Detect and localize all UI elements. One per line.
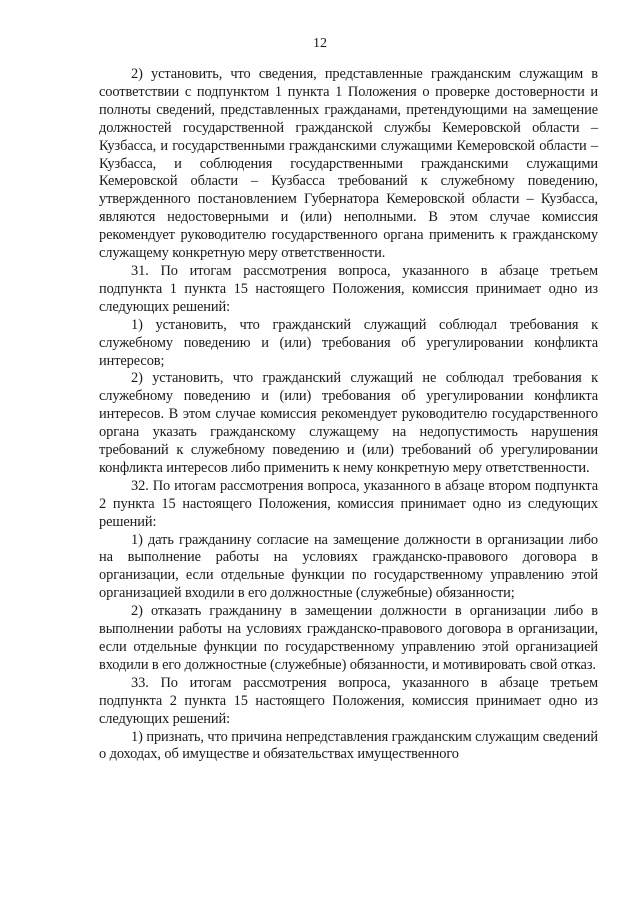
paragraph-33: 33. По итогам рассмотрения вопроса, указанного в абзаце третьем подпункта 2 пункта 15 настоящего Положения, комиссия принимает одно из следующих решений: bbox=[99, 674, 598, 727]
paragraph-31-1: 1) установить, что гражданский служащий соблюдал требования к служебному поведению и (или) требования об урегулировании конфликта интересов; bbox=[99, 316, 598, 369]
paragraph-31-2: 2) установить, что гражданский служащий не соблюдал требования к служебному поведению и (или) требования об урегулировании конфликта интересов. В этом случае комиссия рекомендует руководителю государственного органа указать гражданскому служащему на недопустимость нарушения требований к служебному поведению и (или) требований об урегулировании конфликта интересов либо применить к нему конкретную меру ответственности. bbox=[99, 370, 598, 476]
paragraph-33-1: 1) признать, что причина непредставления гражданским служащим сведений о доходах, об имуществе и обязательствах имущественного bbox=[99, 728, 598, 763]
paragraph-31: 31. По итогам рассмотрения вопроса, указанного в абзаце третьем подпункта 1 пункта 15 настоящего Положения, комиссия принимает одно из следующих решений: bbox=[99, 262, 598, 315]
document-body bbox=[99, 66, 598, 764]
page-number: 12 bbox=[313, 36, 327, 51]
paragraph-30-2: 2) установить, что сведения, представленные гражданским служащим в соответствии с подпунктом 1 пункта 1 Положения о проверке достоверности и полноты сведений, представленных гражданами, претендующими на замещение должностей государственной гражданской службы Кемеровской области – Кузбасса, и государственными гражданскими служащими Кемеровской области – Кузбасса, и соблюдения государственными гражданскими служащими Кемеровской области – Кузбасса требований к служебному поведению, утвержденного постановлением Губернатора Кемеровской области – Кузбасса, являются недостоверными и (или) неполными. В этом случае комиссия рекомендует руководителю государственного органа применить к гражданскому служащему конкретную меру ответственности. bbox=[99, 66, 598, 262]
paragraph-32: 32. По итогам рассмотрения вопроса, указанного в абзаце втором подпункта 2 пункта 15 настоящего Положения, комиссия принимает одно из следующих решений: bbox=[99, 477, 598, 530]
paragraph-32-1: 1) дать гражданину согласие на замещение должности в организации либо на выполнение работы на условиях гражданско-правового договора в организации, если отдельные функции по государственному управлению этой организацией входили в его должностные (служебные) обязанности; bbox=[99, 531, 598, 602]
paragraph-32-2: 2) отказать гражданину в замещении должности в организации либо в выполнении работы на условиях гражданско-правового договора в организации, если отдельные функции по государственному управлению этой организацией входили в его должностные (служебные) обязанности, и мотивировать свой отказ. bbox=[99, 603, 598, 673]
